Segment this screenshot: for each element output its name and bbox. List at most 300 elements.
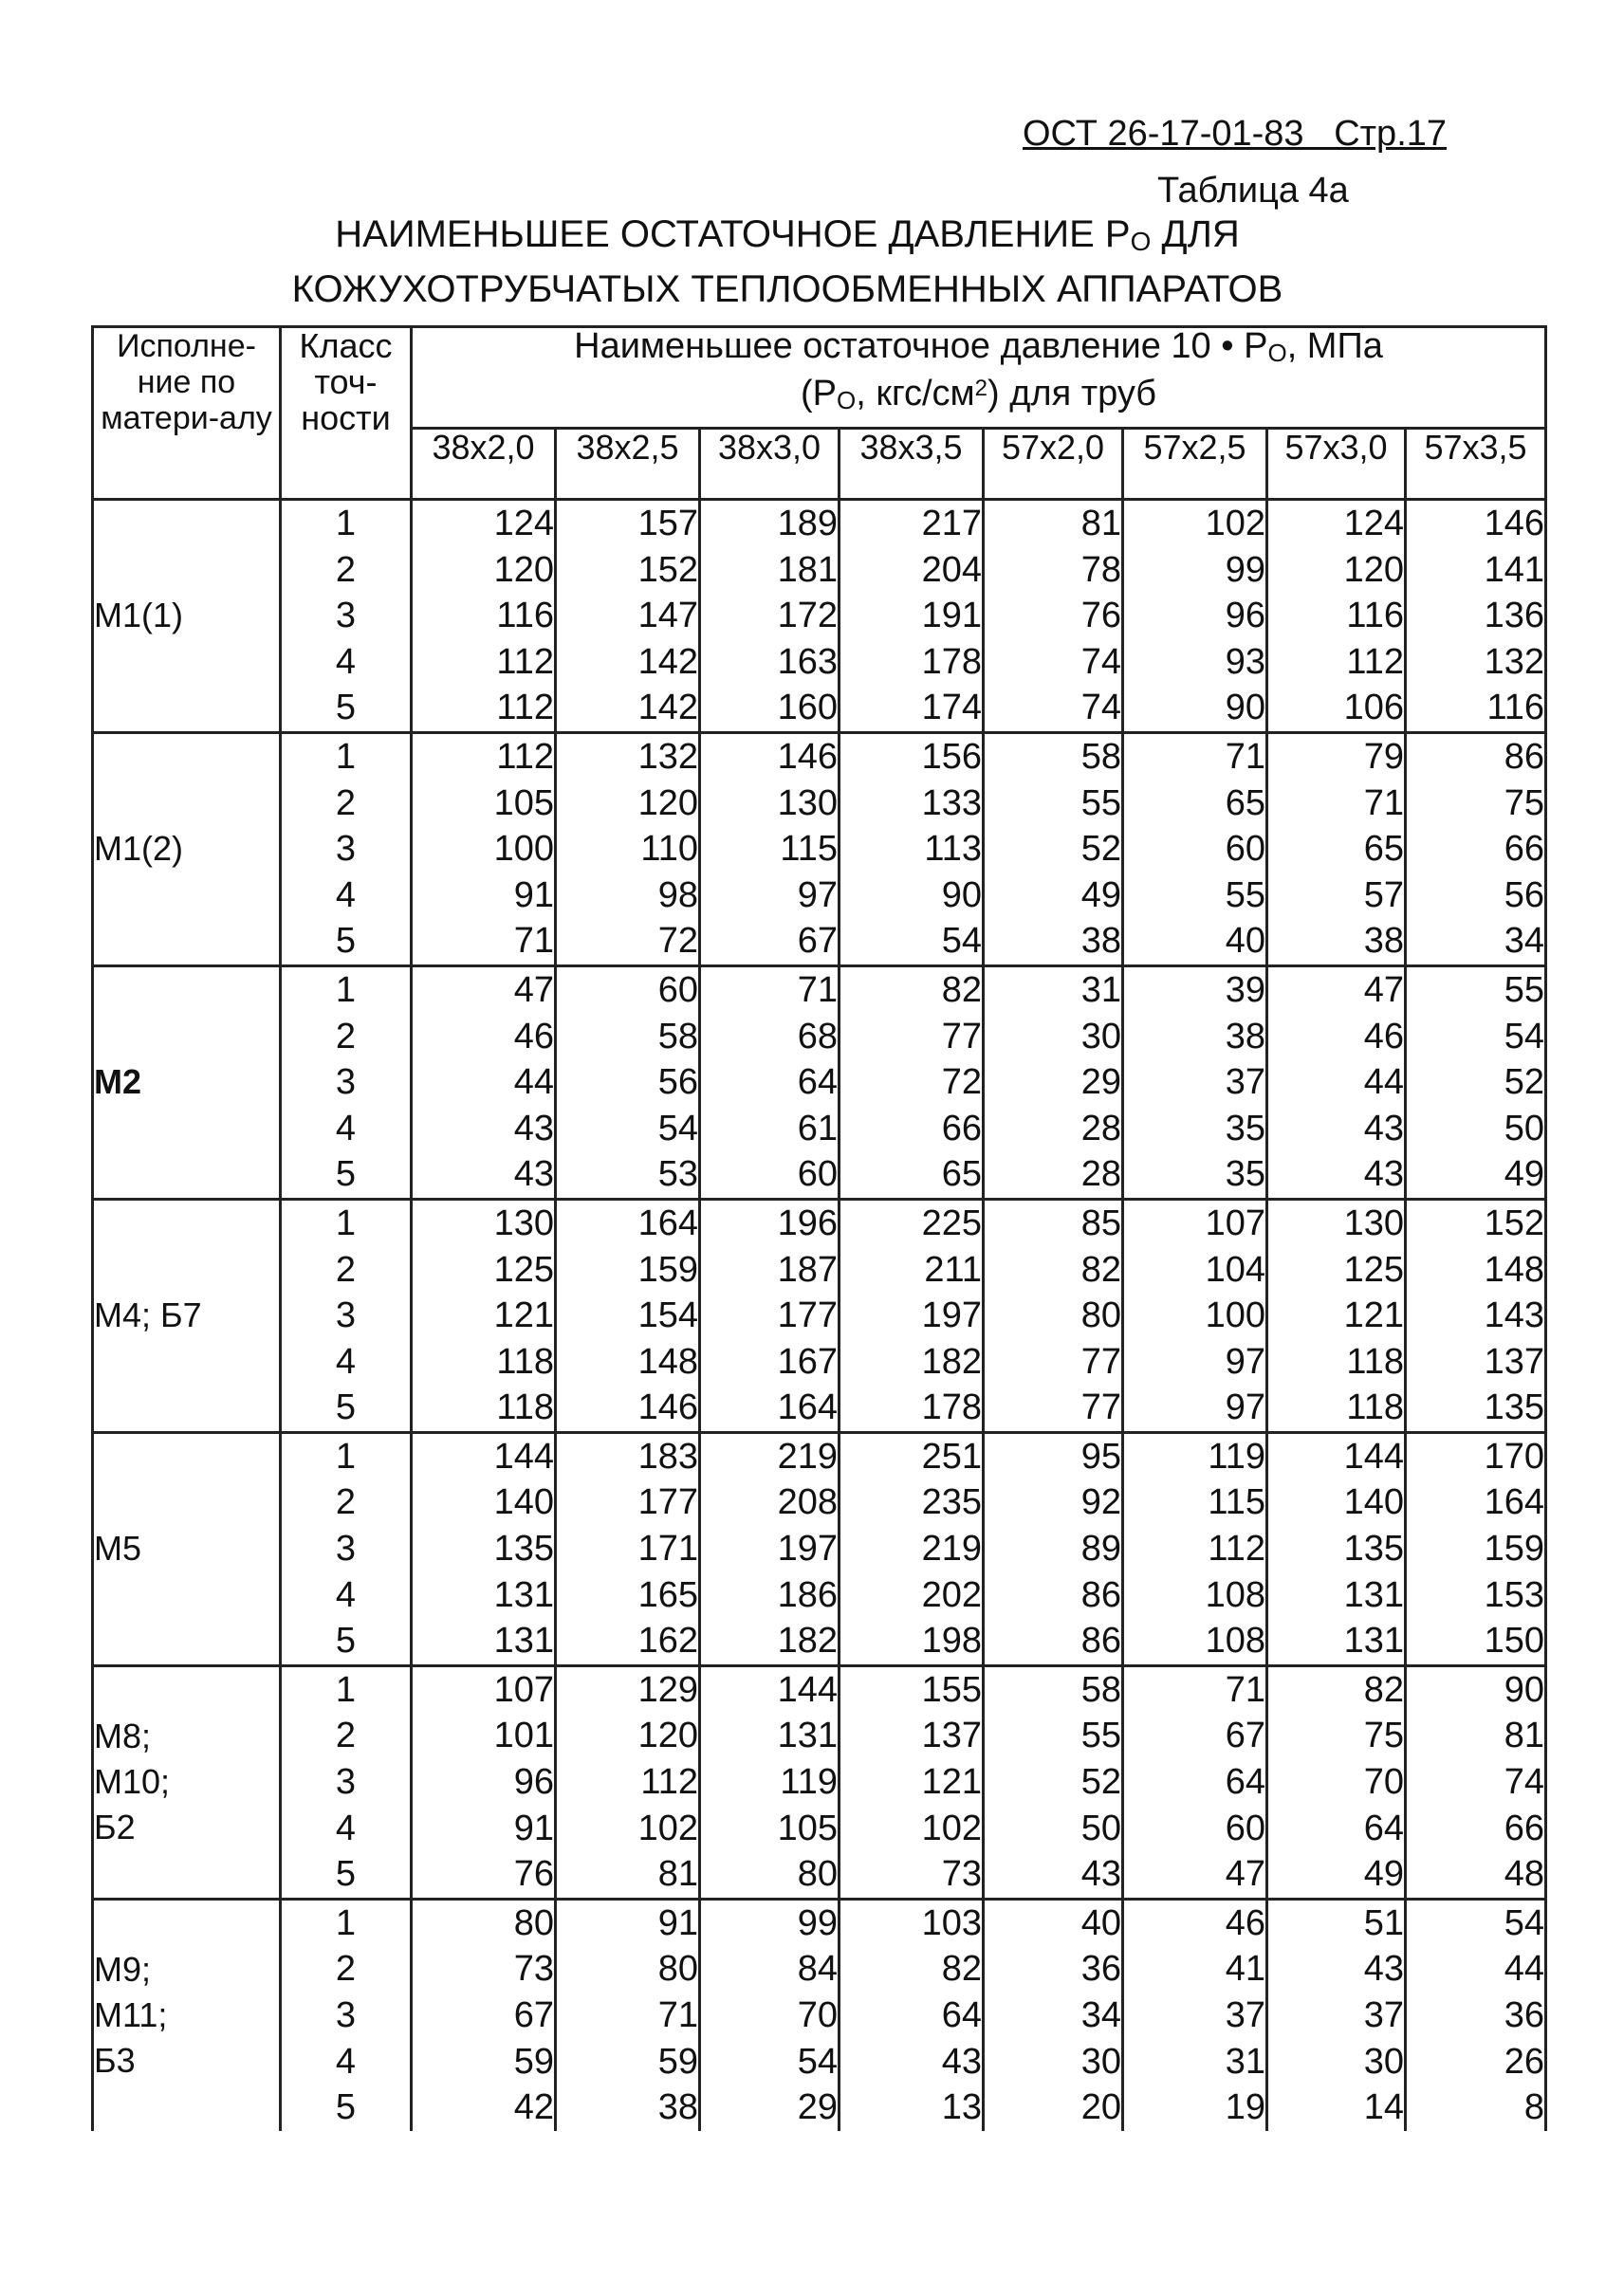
pressure-value: 81: [657, 1854, 698, 1895]
pressure-column-cell: [1406, 500, 1546, 733]
pressure-value: 196: [777, 1203, 838, 1243]
pressure-value: 43: [1363, 1108, 1404, 1148]
pressure-value: 43: [513, 1108, 554, 1148]
pressure-value: 211: [924, 1249, 982, 1290]
material-label: М4; Б7: [94, 1295, 202, 1335]
pressure-value: 48: [1504, 1854, 1545, 1895]
pressure-value: 121: [921, 1762, 982, 1803]
pressure-value: 51: [1363, 1902, 1404, 1943]
accuracy-class-value: 4: [335, 1808, 357, 1848]
pressure-value: 60: [1225, 829, 1265, 870]
pressure-value: 66: [1504, 829, 1545, 870]
accuracy-class-value: 3: [335, 596, 357, 636]
pressure-column-cell: [556, 1899, 700, 2130]
pressure-value: 34: [1080, 1995, 1121, 2035]
pressure-column-cell: [1123, 500, 1267, 733]
pressure-value: 99: [1225, 549, 1265, 590]
accuracy-class-cell: [281, 1665, 412, 1899]
pressure-column-cell: [840, 1899, 984, 2130]
pressure-value: 118: [496, 1341, 554, 1382]
pressure-value: 105: [777, 1808, 838, 1848]
pipe-size-header: 38x2,5: [556, 429, 700, 500]
pressure-value: 76: [1080, 596, 1121, 636]
pressure-value: 251: [921, 1436, 982, 1477]
pressure-value: 72: [657, 921, 698, 962]
pressure-value: 112: [496, 736, 554, 777]
pressure-value: 54: [941, 921, 982, 962]
pressure-value: 96: [1225, 596, 1265, 636]
pressure-value: 181: [777, 549, 838, 590]
pressure-value: 89: [1080, 1529, 1121, 1570]
pressure-value: 50: [1080, 1808, 1121, 1848]
pressure-column-cell: [1267, 1199, 1406, 1432]
accuracy-class-value: 1: [335, 1436, 357, 1477]
accuracy-class-cell: [281, 1199, 412, 1432]
pressure-value: 95: [1080, 1436, 1121, 1477]
accuracy-class-value: 1: [335, 504, 357, 543]
pressure-value: 80: [513, 1902, 554, 1943]
table-body: [93, 500, 1546, 2131]
pressure-value: 153: [1484, 1574, 1545, 1615]
pressure-column-cell: [700, 1899, 840, 2130]
material-label: М2: [94, 1062, 142, 1102]
pressure-value: 77: [1080, 1387, 1121, 1428]
pressure-value: 56: [657, 1062, 698, 1103]
pressure-value: 67: [513, 1995, 554, 2035]
pressure-value: 49: [1363, 1854, 1404, 1895]
header-accuracy-class: Класс точ-ности: [281, 327, 412, 500]
accuracy-class-value: 2: [335, 1016, 357, 1056]
pressure-value: 119: [1208, 1436, 1265, 1477]
pressure-value: 148: [1484, 1249, 1545, 1290]
pressure-value: 60: [657, 969, 698, 1010]
pressure-value: 47: [513, 969, 554, 1010]
pressure-value: 120: [493, 549, 554, 590]
pressure-value: 146: [1484, 504, 1545, 543]
pressure-value: 78: [1080, 549, 1121, 590]
material-group-row: [93, 965, 1546, 1199]
table-label: Таблица 4а: [1157, 171, 1349, 211]
pressure-value: 64: [941, 1995, 982, 2035]
accuracy-class-value: 1: [335, 969, 357, 1010]
pressure-column-cell: [700, 732, 840, 965]
pressure-value: 72: [941, 1062, 982, 1103]
pressure-value: 219: [777, 1436, 838, 1477]
pressure-value: 160: [777, 688, 838, 728]
pipe-size-header: 38x3,0: [700, 429, 840, 500]
pressure-value: 43: [941, 2041, 982, 2082]
pressure-value: 71: [1225, 1669, 1265, 1710]
pressure-value: 167: [777, 1341, 838, 1382]
pressure-value: 113: [924, 829, 982, 870]
pressure-value: 178: [921, 1387, 982, 1428]
pressure-value: 60: [797, 1154, 838, 1195]
pressure-value: 58: [657, 1016, 698, 1056]
material-cell: [93, 965, 281, 1199]
pressure-value: 217: [921, 504, 982, 543]
pressure-value: 159: [637, 1249, 698, 1290]
pressure-column-cell: [556, 500, 700, 733]
pressure-value: 74: [1080, 688, 1121, 728]
pressure-value: 37: [1225, 1062, 1265, 1103]
pressure-value: 155: [921, 1669, 982, 1710]
pressure-value: 115: [780, 829, 838, 870]
accuracy-class-value: 5: [335, 2087, 357, 2128]
pressure-value: 90: [1225, 688, 1265, 728]
pressure-column-cell: [1406, 1432, 1546, 1665]
material-label: М10;: [94, 1762, 171, 1802]
pressure-value: 120: [1343, 549, 1404, 590]
pressure-column-cell: [700, 965, 840, 1199]
pressure-value: 31: [1080, 969, 1121, 1010]
pressure-value: 64: [797, 1062, 838, 1103]
pressure-value: 97: [1225, 1341, 1265, 1382]
pressure-value: 55: [1225, 874, 1265, 915]
pressure-value: 129: [637, 1669, 698, 1710]
accuracy-class-value: 1: [335, 1669, 357, 1710]
pressure-value: 36: [1504, 1995, 1545, 2035]
document-title: [171, 211, 1404, 313]
pressure-value: 202: [921, 1574, 982, 1615]
pressure-value: 82: [1363, 1669, 1404, 1710]
pressure-value: 112: [640, 1762, 698, 1803]
accuracy-class-value: 3: [335, 1529, 357, 1570]
pressure-value: 38: [1080, 921, 1121, 962]
pressure-value: 55: [1080, 782, 1121, 823]
pressure-value: 130: [1343, 1203, 1404, 1243]
pressure-value: 116: [496, 596, 554, 636]
material-cell: [93, 1899, 281, 2130]
pressure-value: 67: [797, 921, 838, 962]
pressure-value: 131: [1343, 1574, 1404, 1615]
pressure-value: 43: [1363, 1949, 1404, 1990]
pressure-value: 28: [1080, 1154, 1121, 1195]
pressure-value: 219: [921, 1529, 982, 1570]
pressure-value: 91: [513, 1808, 554, 1848]
pressure-column-cell: [1267, 1899, 1406, 2130]
pressure-value: 124: [493, 504, 554, 543]
pressure-value: 40: [1080, 1902, 1121, 1943]
material-group-row: [93, 1199, 1546, 1432]
pressure-value: 43: [1080, 1854, 1121, 1895]
pressure-column-cell: [700, 500, 840, 733]
pipe-size-header: 57x2,5: [1123, 429, 1267, 500]
pressure-value: 73: [941, 1854, 982, 1895]
accuracy-class-value: 5: [335, 1154, 357, 1195]
pressure-value: 60: [1225, 1808, 1265, 1848]
pressure-column-cell: [412, 1899, 556, 2130]
accuracy-class-cell: [281, 965, 412, 1199]
pressure-column-cell: [1123, 1665, 1267, 1899]
pressure-column-cell: [840, 1665, 984, 1899]
pressure-column-cell: [412, 732, 556, 965]
pressure-value: 110: [640, 829, 698, 870]
pressure-value: 85: [1080, 1203, 1121, 1243]
material-group-row: [93, 500, 1546, 733]
pressure-value: 47: [1225, 1854, 1265, 1895]
accuracy-class-value: 4: [335, 1574, 357, 1615]
pressure-column-cell: [1123, 1899, 1267, 2130]
pressure-value: 67: [1225, 1716, 1265, 1756]
pipe-size-header: 57x3,0: [1267, 429, 1406, 500]
material-cell: [93, 1199, 281, 1432]
pressure-value: 135: [1343, 1529, 1404, 1570]
pressure-column-cell: [984, 1899, 1123, 2130]
pressure-value: 197: [921, 1295, 982, 1336]
pressure-column-cell: [412, 965, 556, 1199]
material-group-row: [93, 1432, 1546, 1665]
pressure-value: 97: [797, 874, 838, 915]
accuracy-class-value: 1: [335, 736, 357, 777]
pressure-value: 73: [513, 1949, 554, 1990]
pressure-value: 141: [1484, 549, 1545, 590]
pressure-value: 165: [637, 1574, 698, 1615]
pressure-value: 71: [513, 921, 554, 962]
pressure-value: 66: [1504, 1808, 1545, 1848]
pressure-value: 140: [1343, 1482, 1404, 1523]
pressure-value: 19: [1225, 2087, 1265, 2128]
accuracy-class-value: 5: [335, 1387, 357, 1428]
accuracy-class-value: 2: [335, 1482, 357, 1523]
pressure-value: 163: [777, 641, 838, 682]
pipe-size-header: 57x2,0: [984, 429, 1123, 500]
pressure-value: 140: [493, 1482, 554, 1523]
title-line2: КОЖУХОТРУБЧАТЫХ ТЕПЛООБМЕННЫХ АППАРАТОВ: [291, 268, 1283, 310]
accuracy-class-value: 2: [335, 549, 357, 590]
pressure-value: 119: [780, 1762, 838, 1803]
pressure-value: 90: [941, 874, 982, 915]
pressure-value: 46: [1363, 1016, 1404, 1056]
material-label: Б2: [94, 1808, 136, 1847]
accuracy-class-value: 5: [335, 1854, 357, 1895]
pressure-column-cell: [556, 732, 700, 965]
pressure-value: 154: [637, 1295, 698, 1336]
pressure-value: 81: [1504, 1716, 1545, 1756]
pressure-value: 86: [1080, 1621, 1121, 1662]
material-cell: [93, 1665, 281, 1899]
accuracy-class-value: 3: [335, 1762, 357, 1803]
pressure-column-cell: [984, 965, 1123, 1199]
pressure-value: 112: [1208, 1529, 1265, 1570]
pressure-column-cell: [1123, 965, 1267, 1199]
pressure-value: 125: [1343, 1249, 1404, 1290]
pressure-value: 235: [921, 1482, 982, 1523]
pressure-value: 136: [1484, 596, 1545, 636]
pressure-value: 30: [1363, 2041, 1404, 2082]
pressure-column-cell: [840, 965, 984, 1199]
pressure-value: 116: [1346, 596, 1404, 636]
pressure-value: 68: [797, 1016, 838, 1056]
pressure-value: 38: [1225, 1016, 1265, 1056]
material-group-row: [93, 1665, 1546, 1899]
pressure-value: 40: [1225, 921, 1265, 962]
pressure-value: 171: [637, 1529, 698, 1570]
pressure-value: 183: [637, 1436, 698, 1477]
pressure-value: 107: [1205, 1203, 1265, 1243]
pressure-value: 174: [921, 688, 982, 728]
pressure-value: 86: [1080, 1574, 1121, 1615]
pressure-value: 99: [797, 1902, 838, 1943]
header-material: Исполне-ние по матери-алу: [93, 327, 281, 500]
pressure-value: 8: [1523, 2087, 1545, 2128]
pressure-value: 133: [921, 782, 982, 823]
pressure-value: 132: [637, 736, 698, 777]
pressure-column-cell: [840, 1432, 984, 1665]
pressure-value: 135: [493, 1529, 554, 1570]
pressure-column-cell: [1406, 1199, 1546, 1432]
pressure-value: 59: [657, 2041, 698, 2082]
pressure-value: 170: [1484, 1436, 1545, 1477]
pressure-value: 103: [921, 1902, 982, 1943]
pressure-value: 198: [921, 1621, 982, 1662]
accuracy-class-value: 2: [335, 782, 357, 823]
pressure-value: 13: [941, 2087, 982, 2128]
pressure-value: 157: [637, 504, 698, 543]
pressure-value: 146: [637, 1387, 698, 1428]
pressure-column-cell: [1123, 732, 1267, 965]
pipe-size-header: 38x3,5: [840, 429, 984, 500]
pressure-value: 84: [797, 1949, 838, 1990]
pressure-value: 131: [493, 1621, 554, 1662]
pressure-value: 71: [797, 969, 838, 1010]
pressure-value: 104: [1205, 1249, 1265, 1290]
material-cell: [93, 500, 281, 733]
pressure-value: 120: [637, 1716, 698, 1756]
pressure-value: 118: [496, 1387, 554, 1428]
pressure-column-cell: [1123, 1432, 1267, 1665]
document-reference: ОСТ 26-17-01-83 Стр.17: [1023, 114, 1448, 154]
pressure-value: 100: [1205, 1295, 1265, 1336]
pressure-value: 204: [921, 549, 982, 590]
pressure-value: 130: [493, 1203, 554, 1243]
pressure-value: 46: [1225, 1902, 1265, 1943]
pressure-value: 137: [1484, 1341, 1545, 1382]
pressure-value: 131: [1343, 1621, 1404, 1662]
pressure-value: 162: [637, 1621, 698, 1662]
pressure-column-cell: [1267, 965, 1406, 1199]
accuracy-class-value: 3: [335, 1995, 357, 2035]
pressure-value: 56: [1504, 874, 1545, 915]
pressure-value: 55: [1504, 969, 1545, 1010]
pressure-value: 112: [496, 688, 554, 728]
accuracy-class-cell: [281, 732, 412, 965]
pressure-value: 124: [1343, 504, 1404, 543]
pressure-value: 121: [1343, 1295, 1404, 1336]
pressure-column-cell: [984, 1432, 1123, 1665]
pressure-value: 43: [1363, 1154, 1404, 1195]
pressure-value: 20: [1080, 2087, 1121, 2128]
pressure-value: 137: [921, 1716, 982, 1756]
pipe-size-header: 57x3,5: [1406, 429, 1546, 500]
pressure-value: 81: [1080, 504, 1121, 543]
pressure-value: 52: [1504, 1062, 1545, 1103]
pressure-value: 36: [1080, 1949, 1121, 1990]
pressure-value: 49: [1504, 1154, 1545, 1195]
pressure-value: 102: [921, 1808, 982, 1848]
pressure-value: 34: [1504, 921, 1545, 962]
pressure-value: 59: [513, 2041, 554, 2082]
accuracy-class-value: 4: [335, 874, 357, 915]
pressure-value: 75: [1363, 1716, 1404, 1756]
pressure-value: 225: [921, 1203, 982, 1243]
pressure-value: 31: [1225, 2041, 1265, 2082]
material-label: М11;: [94, 1995, 168, 2035]
pressure-value: 182: [921, 1341, 982, 1382]
accuracy-class-value: 4: [335, 641, 357, 682]
pressure-value: 41: [1225, 1949, 1265, 1990]
pressure-value: 150: [1484, 1621, 1545, 1662]
material-label: М8;: [94, 1717, 152, 1756]
pressure-value: 91: [513, 874, 554, 915]
pressure-column-cell: [984, 1665, 1123, 1899]
pressure-value: 26: [1504, 2041, 1545, 2082]
pressure-value: 82: [1080, 1249, 1121, 1290]
pressure-value: 74: [1504, 1762, 1545, 1803]
pressure-value: 77: [941, 1016, 982, 1056]
accuracy-class-value: 1: [335, 1203, 357, 1243]
pressure-value: 97: [1225, 1387, 1265, 1428]
pressure-value: 58: [1080, 736, 1121, 777]
accuracy-class-cell: [281, 1899, 412, 2130]
pressure-value: 102: [1205, 504, 1265, 543]
pressure-value: 42: [513, 2087, 554, 2128]
pressure-value: 101: [493, 1716, 554, 1756]
pressure-value: 197: [777, 1529, 838, 1570]
pressure-column-cell: [412, 1432, 556, 1665]
pressure-column-cell: [1267, 1432, 1406, 1665]
pressure-value: 125: [493, 1249, 554, 1290]
pressure-value: 54: [797, 2041, 838, 2082]
accuracy-class-value: 4: [335, 2041, 357, 2082]
pressure-column-cell: [1406, 1899, 1546, 2130]
pressure-value: 164: [1484, 1482, 1545, 1523]
pressure-value: 53: [657, 1154, 698, 1195]
pressure-value: 55: [1080, 1716, 1121, 1756]
pressure-value: 144: [493, 1436, 554, 1477]
pressure-value: 28: [1080, 1108, 1121, 1148]
accuracy-class-value: 4: [335, 1108, 357, 1148]
pressure-value: 92: [1080, 1482, 1121, 1523]
pressure-value: 164: [777, 1387, 838, 1428]
pressure-column-cell: [556, 1665, 700, 1899]
pressure-value: 142: [637, 688, 698, 728]
pressure-column-cell: [840, 1199, 984, 1432]
pressure-value: 54: [1504, 1902, 1545, 1943]
pressure-value: 52: [1080, 829, 1121, 870]
material-group-row: [93, 732, 1546, 965]
pressure-column-cell: [700, 1199, 840, 1432]
pressure-value: 77: [1080, 1341, 1121, 1382]
pressure-value: 182: [777, 1621, 838, 1662]
pressure-value: 57: [1363, 874, 1404, 915]
pressure-value: 75: [1504, 782, 1545, 823]
pressure-value: 30: [1080, 1016, 1121, 1056]
pressure-value: 65: [1225, 782, 1265, 823]
pressure-value: 65: [1363, 829, 1404, 870]
pressure-value: 49: [1080, 874, 1121, 915]
pressure-value: 52: [1080, 1762, 1121, 1803]
pressure-column-cell: [1267, 500, 1406, 733]
pressure-value: 38: [657, 2087, 698, 2128]
accuracy-class-value: 5: [335, 921, 357, 962]
pressure-value: 186: [777, 1574, 838, 1615]
pressure-table: [91, 325, 1547, 2131]
pressure-value: 74: [1080, 641, 1121, 682]
pressure-value: 208: [777, 1482, 838, 1523]
pressure-value: 43: [513, 1154, 554, 1195]
accuracy-class-value: 3: [335, 829, 357, 870]
pressure-column-cell: [1406, 732, 1546, 965]
